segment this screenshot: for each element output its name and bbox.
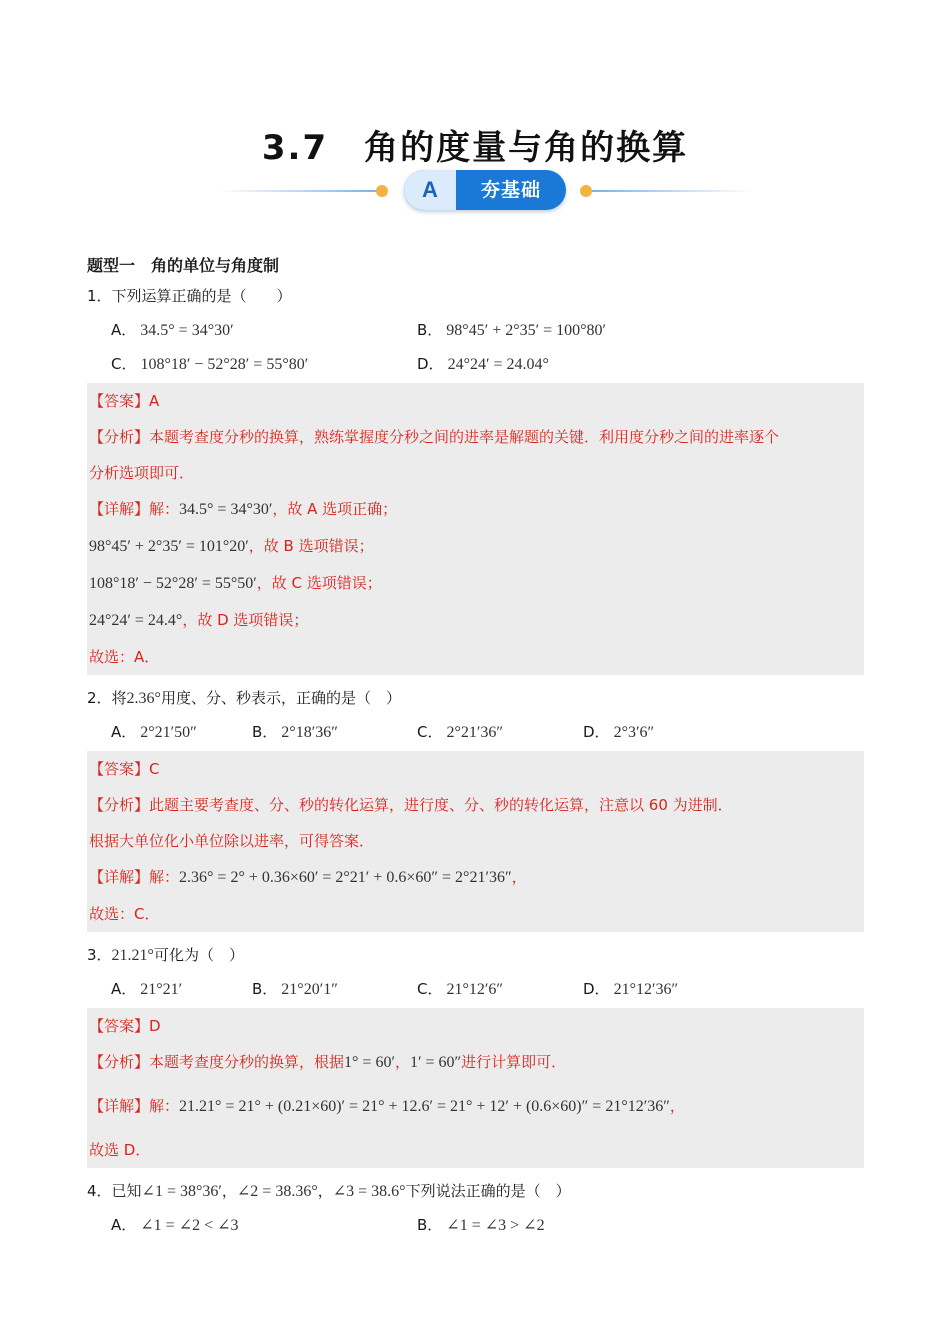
question-2-option-b: B． 2°18′36″ (252, 723, 338, 741)
document-body (87, 253, 864, 1242)
question-1-option-b: B． 98°45′ + 2°35′ = 100°80′ (417, 321, 607, 339)
question-2-analysis-line-2: 根据大单位化小单位除以进率，可得答案． (89, 832, 375, 850)
question-1-conclusion: 故选：A． (89, 648, 160, 666)
question-2-conclusion: 故选：C． (89, 905, 160, 923)
section-title: 题型一 角的单位与角度制 (87, 256, 280, 275)
decorative-line-left (218, 190, 378, 192)
question-3-conclusion: 故选 D． (89, 1141, 151, 1159)
question-1-options-row-1 (87, 313, 864, 347)
question-4-options (87, 1208, 864, 1242)
question-3-detail: 【详解】解：21.21° = 21° + (0.21×60)′ = 21° + 12.6′ = 21° + 12′ + (0.6×60)″ = 21°12′36″， (89, 1097, 685, 1115)
question-1-detail-line-2: 98°45′ + 2°35′ = 101°20′，故 B 选项错误； (89, 537, 374, 555)
question-1-solution (87, 383, 864, 675)
decorative-dot-left (376, 185, 388, 197)
question-2-solution (87, 751, 864, 932)
question-1-detail-line-3: 108°18′ − 52°28′ = 55°50′，故 C 选项错误； (89, 574, 382, 592)
section-badge (0, 168, 950, 214)
question-3-option-a: A． 21°21′ (111, 980, 183, 998)
question-1-detail-line-4: 24°24′ = 24.4°，故 D 选项错误； (89, 611, 309, 629)
level-badge (404, 170, 566, 210)
question-2-detail: 【详解】解：2.36° = 2° + 0.36×60′ = 2°21′ + 0.6×60″ = 2°21′36″， (89, 868, 527, 886)
decorative-line-right (592, 190, 752, 192)
badge-text: 夯基础 (480, 179, 541, 201)
question-3-options (87, 972, 864, 1006)
question-1-options-row-2 (87, 347, 864, 381)
question-2-option-c: C． 2°21′36″ (417, 723, 504, 741)
question-2-answer: 【答案】C (89, 760, 160, 778)
question-3-option-c: C． 21°12′6″ (417, 980, 504, 998)
question-1-detail-line-1: 【详解】解：34.5° = 34°30′，故 A 选项正确； (89, 500, 398, 518)
question-3-option-b: B． 21°20′1″ (252, 980, 338, 998)
decorative-dot-right (580, 185, 592, 197)
question-2-analysis-line-1: 【分析】此题主要考查度、分、秒的转化运算，进行度、分、秒的转化运算，注意以 60 为进制． (89, 796, 733, 814)
question-1-answer: 【答案】A (89, 392, 160, 410)
question-1-option-a: A． 34.5° = 34°30′ (111, 321, 234, 339)
question-3-analysis: 【分析】本题考查度分秒的换算，根据1° = 60′，1′ = 60″进行计算即可． (89, 1053, 567, 1071)
question-4-stem: 4．已知∠1 = 38°36′，∠2 = 38.36°，∠3 = 38.6°下列说法正确的是（ ） (87, 1182, 571, 1200)
question-3-solution (87, 1008, 864, 1168)
question-2-stem: 2．将2.36°用度、分、秒表示，正确的是（ ） (87, 689, 401, 707)
badge-letter: A (404, 170, 456, 210)
question-3-stem: 3．21.21°可化为（ ） (87, 946, 244, 964)
question-2-option-a: A． 2°21′50″ (111, 723, 197, 741)
question-2-options (87, 715, 864, 749)
question-1-option-d: D． 24°24′ = 24.04° (417, 355, 549, 373)
page-title: 3.7 角的度量与角的换算 (261, 128, 689, 168)
question-1-analysis-line-1: 【分析】本题考查度分秒的换算，熟练掌握度分秒之间的进率是解题的关键．利用度分秒之间的进率逐个 (89, 428, 780, 446)
question-2-option-d: D． 2°3′6″ (583, 723, 655, 741)
question-4-option-a: A． ∠1 = ∠2 < ∠3 (111, 1216, 239, 1234)
question-1-stem: 1．下列运算正确的是（ ） (87, 287, 292, 305)
question-4-option-b: B． ∠1 = ∠3 > ∠2 (417, 1216, 545, 1234)
question-3-answer: 【答案】D (89, 1017, 161, 1035)
question-1-analysis-line-2: 分析选项即可． (89, 464, 195, 482)
question-1-option-c: C． 108°18′ − 52°28′ = 55°80′ (111, 355, 309, 373)
question-3-option-d: D． 21°12′36″ (583, 980, 679, 998)
